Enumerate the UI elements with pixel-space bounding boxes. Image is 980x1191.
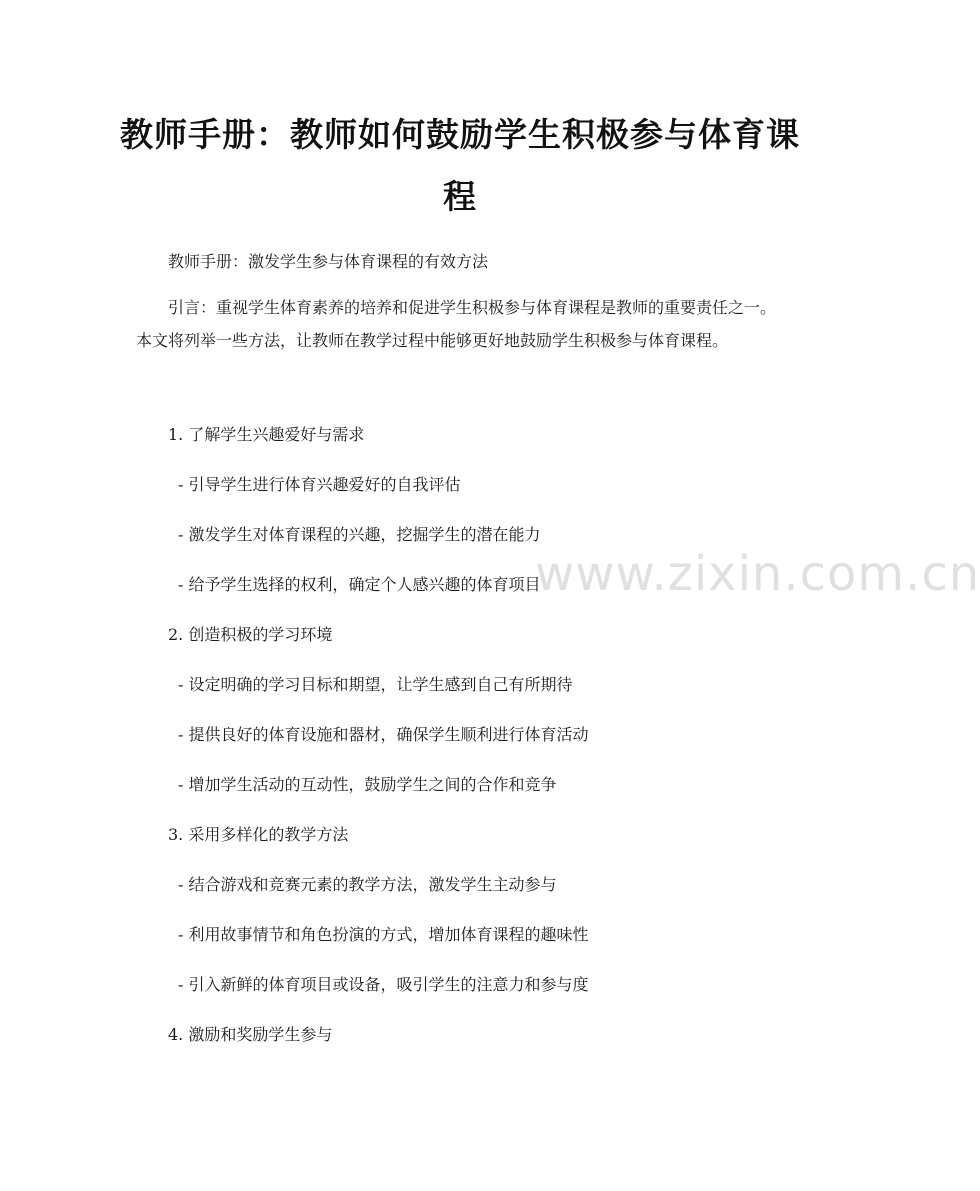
list-item: - 提供良好的体育设施和器材，确保学生顺利进行体育活动 [178, 725, 589, 744]
section-heading: 1. 了解学生兴趣爱好与需求 [168, 425, 365, 444]
list-item: - 引导学生进行体育兴趣爱好的自我评估 [178, 475, 461, 494]
list-item: - 利用故事情节和角色扮演的方式，增加体育课程的趣味性 [178, 925, 589, 944]
intro-paragraph: 引言：重视学生体育素养的培养和促进学生积极参与体育课程是教师的重要责任之一。本文将列举一些方法，让教师在教学过程中能够更好地鼓励学生积极参与体育课程。 [136, 298, 777, 350]
watermark: www.zixin.com.cn [535, 546, 980, 602]
list-item: - 引入新鲜的体育项目或设备，吸引学生的注意力和参与度 [178, 975, 589, 994]
list-item: - 结合游戏和竞赛元素的教学方法，激发学生主动参与 [178, 875, 557, 894]
list-item: - 激发学生对体育课程的兴趣，挖掘学生的潜在能力 [178, 525, 541, 544]
list-item: - 给予学生选择的权利，确定个人感兴趣的体育项目 [178, 575, 541, 594]
section-heading: 2. 创造积极的学习环境 [168, 625, 333, 644]
section-heading: 3. 采用多样化的教学方法 [168, 825, 349, 844]
list-item: - 设定明确的学习目标和期望，让学生感到自己有所期待 [178, 675, 573, 694]
section-heading: 4. 激励和奖励学生参与 [168, 1025, 333, 1044]
list-item: - 增加学生活动的互动性，鼓励学生之间的合作和竞争 [178, 775, 557, 794]
document-title: 教师手册：教师如何鼓励学生积极参与体育课程 [120, 115, 800, 216]
document-subtitle: 教师手册：激发学生参与体育课程的有效方法 [168, 252, 489, 271]
